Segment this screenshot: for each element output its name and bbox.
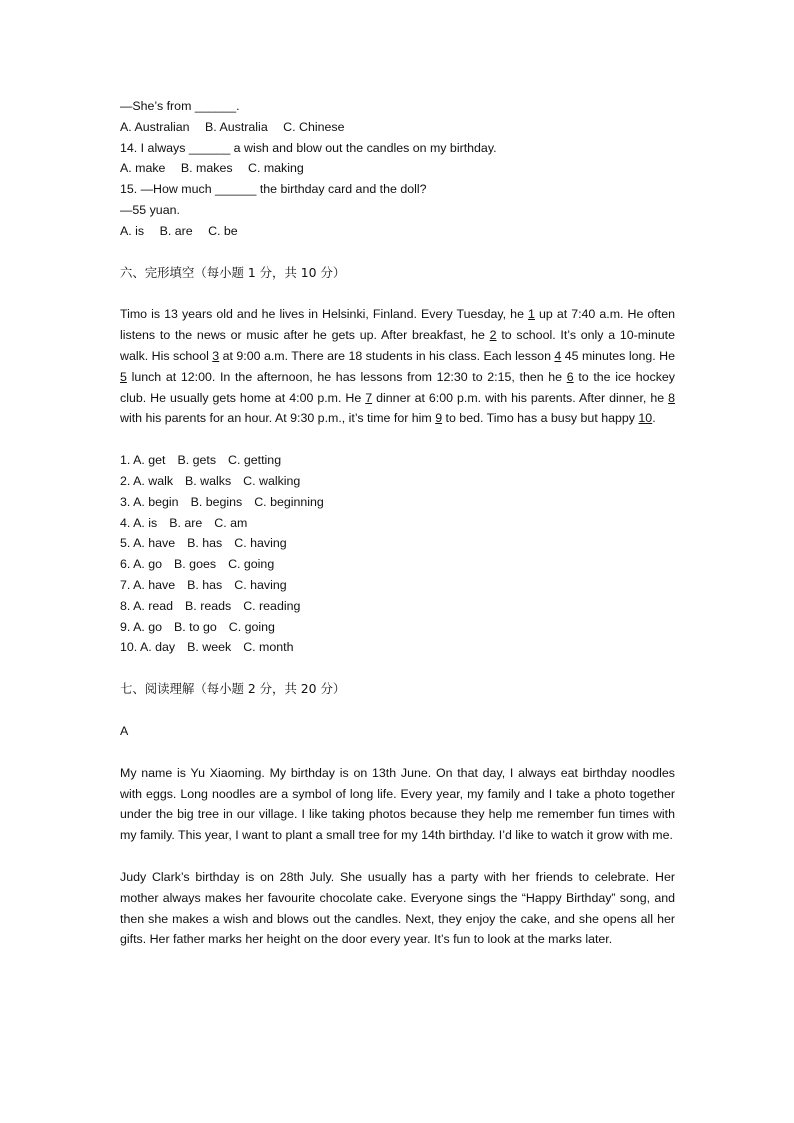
option-b: B. makes bbox=[180, 161, 233, 176]
question-14-stem: 14. I always ______ a wish and blow out the candles on my birthday. bbox=[120, 140, 497, 155]
question-15-options bbox=[120, 221, 675, 242]
passage-text: up at 7:40 a.m. He often listens to the news or music after he gets up. After breakfast, he bbox=[120, 307, 675, 343]
document-page bbox=[120, 96, 675, 950]
passage-text: to the ice hockey club. He usually gets home at 4:00 p.m. He bbox=[120, 369, 675, 405]
option-b: B. begins bbox=[190, 494, 243, 509]
blank-6: 6 bbox=[566, 369, 574, 384]
choice-row-10 bbox=[120, 637, 675, 658]
option-b: B. walks bbox=[185, 473, 232, 488]
blank-5: 5 bbox=[120, 369, 127, 384]
option-a: 10. A. day bbox=[120, 640, 176, 655]
blank-4: 4 bbox=[554, 348, 562, 363]
option-b: B. Australia bbox=[205, 119, 268, 134]
blank-2: 2 bbox=[489, 328, 497, 343]
blank-8: 8 bbox=[668, 390, 675, 405]
option-c: C. going bbox=[228, 619, 275, 634]
option-b: B. are bbox=[169, 515, 203, 530]
option-c: C. month bbox=[243, 640, 294, 655]
option-b: B. reads bbox=[185, 598, 232, 613]
blank-7: 7 bbox=[365, 390, 373, 405]
option-b: B. are bbox=[159, 223, 193, 238]
choice-row-4 bbox=[120, 513, 675, 534]
option-b: B. to go bbox=[174, 619, 217, 634]
passage-text: Timo is 13 years old and he lives in Helsinki, Finland. Every Tuesday, he bbox=[120, 307, 529, 322]
passage-text: 45 minutes long. He bbox=[561, 348, 675, 363]
blank-9: 9 bbox=[435, 411, 443, 426]
choice-row-6 bbox=[120, 554, 675, 575]
option-a: 5. A. have bbox=[120, 536, 176, 551]
option-c: C. going bbox=[228, 557, 275, 572]
spacer bbox=[120, 242, 675, 263]
spacer bbox=[120, 283, 675, 304]
passage-text: to school. It’s only a 10-minute walk. His school bbox=[120, 328, 675, 363]
spacer bbox=[120, 658, 675, 679]
question-13-options bbox=[120, 117, 675, 138]
spacer bbox=[120, 742, 675, 763]
passage-text: at 9:00 a.m. There are 18 students in his class. Each lesson bbox=[219, 348, 555, 363]
passage-text: lunch at 12:00. In the afternoon, he has lessons from 12:30 to 2:15, then he bbox=[126, 369, 567, 384]
passage-text: dinner at 6:00 p.m. with his parents. After dinner, he bbox=[372, 390, 669, 405]
option-c: C. walking bbox=[243, 473, 301, 488]
choice-row-7 bbox=[120, 575, 675, 596]
option-c: C. making bbox=[248, 161, 304, 176]
question-15-answer: —55 yuan. bbox=[120, 202, 180, 217]
option-a: A. is bbox=[120, 223, 145, 238]
question-15-stem: 15. —How much ______ the birthday card and the doll? bbox=[120, 182, 427, 197]
section-7-heading: 七、阅读理解（每小题 2 分，共 20 分） bbox=[120, 681, 346, 697]
spacer bbox=[120, 846, 675, 867]
blank-1: 1 bbox=[528, 307, 535, 322]
option-b: B. gets bbox=[177, 453, 217, 468]
option-b: B. goes bbox=[174, 557, 217, 572]
option-c: C. beginning bbox=[254, 494, 324, 509]
option-b: B. has bbox=[187, 577, 223, 592]
option-c: C. reading bbox=[243, 598, 301, 613]
option-b: B. has bbox=[187, 536, 223, 551]
choice-row-3 bbox=[120, 492, 675, 513]
option-a: 7. A. have bbox=[120, 577, 176, 592]
option-a: A. make bbox=[120, 161, 166, 176]
cloze-passage bbox=[120, 304, 675, 429]
option-c: C. getting bbox=[228, 453, 282, 468]
option-a: 3. A. begin bbox=[120, 494, 179, 509]
choice-row-1 bbox=[120, 450, 675, 471]
option-a: 2. A. walk bbox=[120, 473, 174, 488]
question-13-answer-line: —She’s from ______. bbox=[120, 99, 240, 113]
option-c: C. having bbox=[234, 536, 287, 551]
option-a: 8. A. read bbox=[120, 598, 174, 613]
reading-paragraph-2: Judy Clark’s birthday is on 28th July. She usually has a party with her friends to celebrate. Her mother always makes her favourite chocolate cake. Everyone sings the “Happy Birthday” song, and then she makes a wish and blows out the candles. Next, they enjoy the cake, and she opens all her gifts. Her father marks her height on the door every year. It’s fun to look at the marks later. bbox=[120, 869, 675, 947]
choice-row-5 bbox=[120, 533, 675, 554]
option-a: A. Australian bbox=[120, 119, 190, 134]
spacer bbox=[120, 700, 675, 721]
option-a: 6. A. go bbox=[120, 557, 163, 572]
option-c: C. be bbox=[208, 223, 238, 238]
passage-text: with his parents for an hour. At 9:30 p.m., it’s time for him bbox=[120, 411, 436, 426]
passage-label: A bbox=[120, 723, 129, 738]
option-c: C. am bbox=[214, 515, 248, 530]
option-a: 9. A. go bbox=[120, 619, 163, 634]
spacer bbox=[120, 429, 675, 450]
option-b: B. week bbox=[187, 640, 232, 655]
passage-text: . bbox=[652, 411, 656, 426]
option-c: C. having bbox=[234, 577, 287, 592]
choice-row-8 bbox=[120, 596, 675, 617]
choice-row-9 bbox=[120, 617, 675, 638]
option-a: 4. A. is bbox=[120, 515, 158, 530]
question-14-options bbox=[120, 158, 675, 179]
section-6-heading: 六、完形填空（每小题 1 分，共 10 分） bbox=[120, 264, 346, 280]
blank-3: 3 bbox=[212, 348, 220, 363]
blank-10: 10 bbox=[638, 411, 653, 426]
option-c: C. Chinese bbox=[283, 119, 345, 134]
passage-text: to bed. Timo has a busy but happy bbox=[442, 411, 639, 426]
reading-paragraph-1: My name is Yu Xiaoming. My birthday is on 13th June. On that day, I always eat birthday noodles with eggs. Long noodles are a symbol of long life. Every year, my family and I take a photo together under the big tree in our village. I like taking photos because they help me remember fun times with my family. This year, I want to plant a small tree for my 14th birthday. I’d like to watch it grow with me. bbox=[120, 765, 675, 843]
choice-row-2 bbox=[120, 471, 675, 492]
option-a: 1. A. get bbox=[120, 453, 166, 468]
